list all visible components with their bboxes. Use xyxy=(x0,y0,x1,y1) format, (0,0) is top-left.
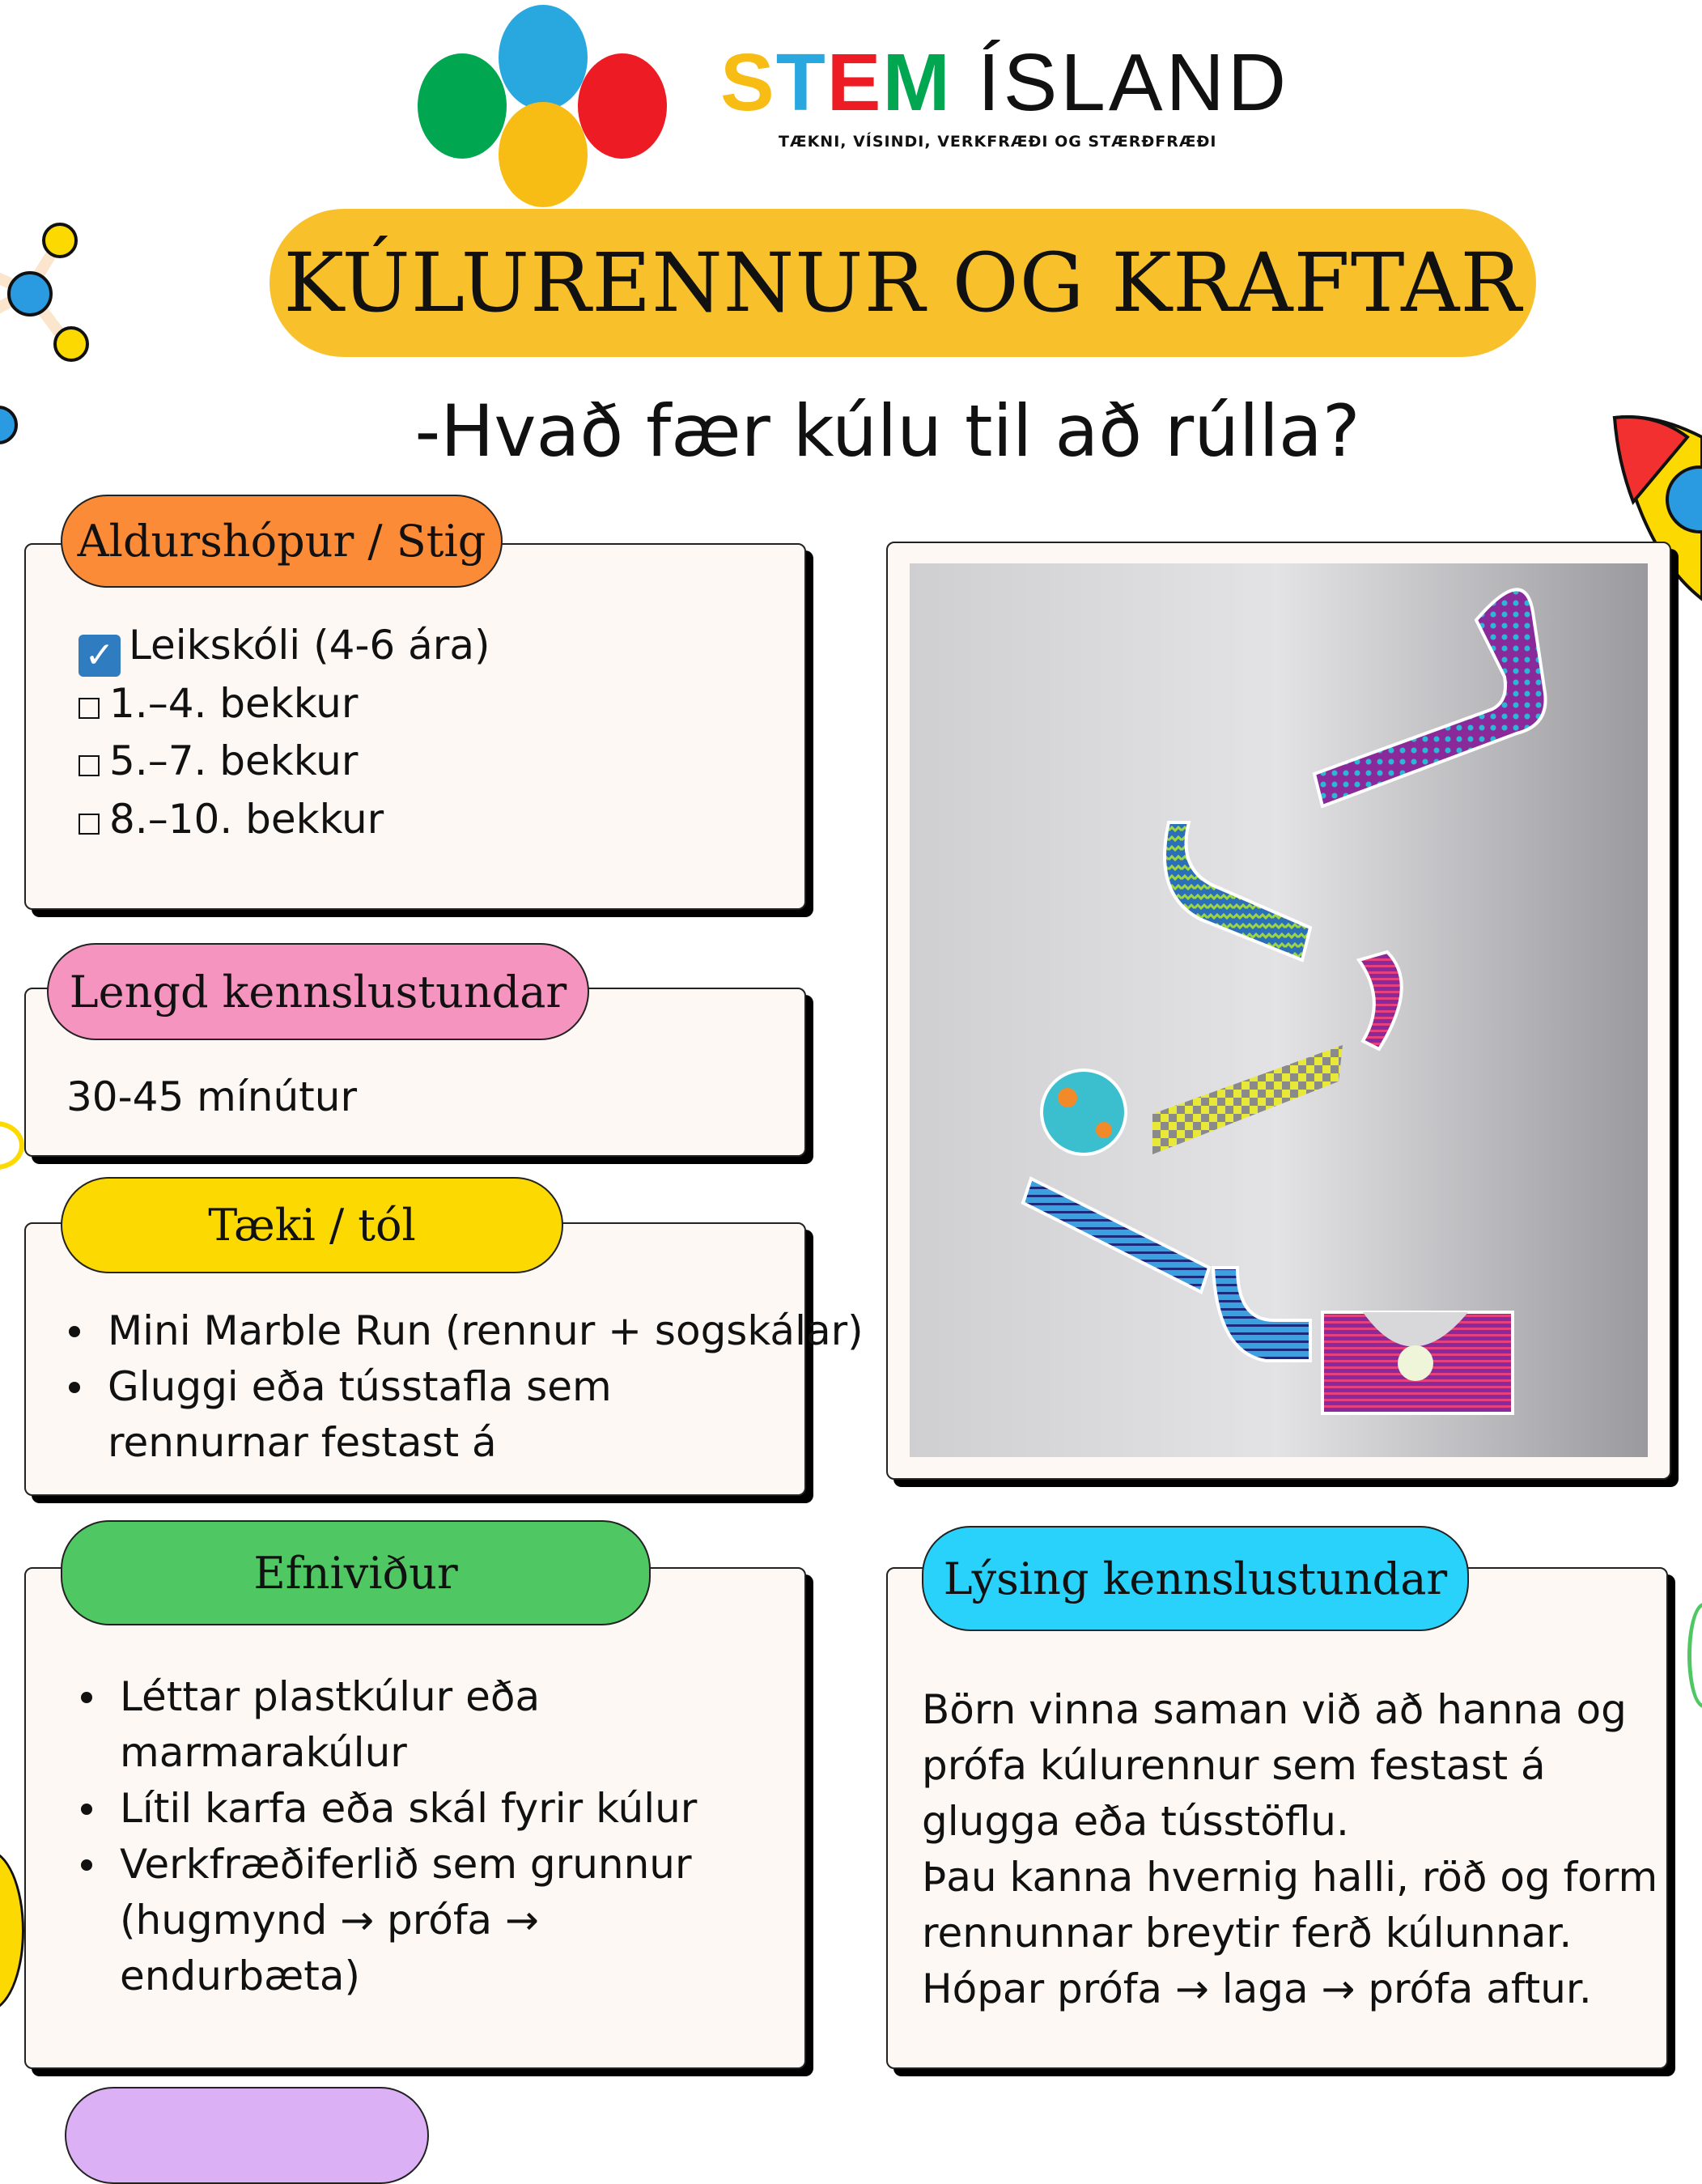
option-label: 5.–7. bekkur xyxy=(109,737,359,784)
age-option-5-7[interactable] xyxy=(79,733,358,789)
description-line: glugga eða tússtöflu. xyxy=(922,1798,1349,1845)
next-section-heading xyxy=(65,2087,429,2184)
description-line: Þau kanna hvernig halli, röð og form xyxy=(922,1854,1658,1901)
option-label: Leikskóli (4-6 ára) xyxy=(129,622,490,669)
checkbox-icon[interactable] xyxy=(79,814,100,835)
duration-heading: Lengd kennslustundar xyxy=(47,943,589,1040)
page-title: KÚLURENNUR OG KRAFTAR xyxy=(270,209,1536,357)
page-subtitle: -Hvað fær kúlu til að rúlla? xyxy=(414,389,1360,473)
stem-logo xyxy=(418,5,668,191)
list-item: Gluggi eða tússtafla sem rennurnar festast á xyxy=(108,1359,804,1471)
description-heading: Lýsing kennslustundar xyxy=(922,1526,1469,1631)
decoration-yellow-left xyxy=(0,1121,24,1170)
checkbox-icon[interactable] xyxy=(79,755,100,776)
decoration-right-edge xyxy=(1687,1603,1702,1708)
list-item: Léttar plastkúlur eða marmarakúlur xyxy=(120,1669,702,1781)
logo-tagline: TÆKNI, VÍSINDI, VERKFRÆÐI OG STÆRÐFRÆÐI xyxy=(779,133,1217,151)
description-line: rennunnar breytir ferð kúlunnar. xyxy=(922,1910,1573,1957)
age-option-8-10[interactable] xyxy=(79,791,384,848)
option-label: 8.–10. bekkur xyxy=(109,796,384,843)
description-line: Börn vinna saman við að hanna og xyxy=(922,1686,1627,1733)
logo-circle-blue xyxy=(499,5,588,110)
marble-run-photo xyxy=(910,563,1648,1457)
age-option-preschool[interactable] xyxy=(79,617,490,677)
description-line: prófa kúlurennur sem festast á xyxy=(922,1742,1546,1789)
logo-circle-red xyxy=(578,53,667,159)
option-label: 1.–4. bekkur xyxy=(109,680,359,727)
tools-heading: Tæki / tól xyxy=(61,1177,563,1273)
list-item: Mini Marble Run (rennur + sogskálar) xyxy=(108,1303,820,1359)
age-option-1-4[interactable] xyxy=(79,675,358,732)
list-item: Verkfræðiferlið sem grunnur (hugmynd → prófa → endurbæta) xyxy=(120,1837,702,2004)
checkbox-icon[interactable] xyxy=(79,698,100,719)
decoration-yellow-left-lower xyxy=(0,1850,24,2012)
checkbox-checked-icon[interactable]: ✓ xyxy=(79,635,121,677)
logo-circle-yellow xyxy=(499,102,588,207)
description-text xyxy=(922,1682,1657,2017)
list-item: Lítil karfa eða skál fyrir kúlur xyxy=(120,1781,702,1837)
materials-heading: Efniviður xyxy=(61,1520,651,1625)
tools-list xyxy=(108,1303,864,1471)
logo-wordmark: STEM ÍSLAND xyxy=(720,37,1290,128)
description-line: Hópar prófa → laga → prófa aftur. xyxy=(922,1965,1592,2012)
age-heading: Aldurshópur / Stig xyxy=(61,495,503,588)
duration-value: 30-45 mínútur xyxy=(66,1073,358,1120)
materials-list xyxy=(120,1669,702,2004)
logo-circle-green xyxy=(418,53,507,159)
